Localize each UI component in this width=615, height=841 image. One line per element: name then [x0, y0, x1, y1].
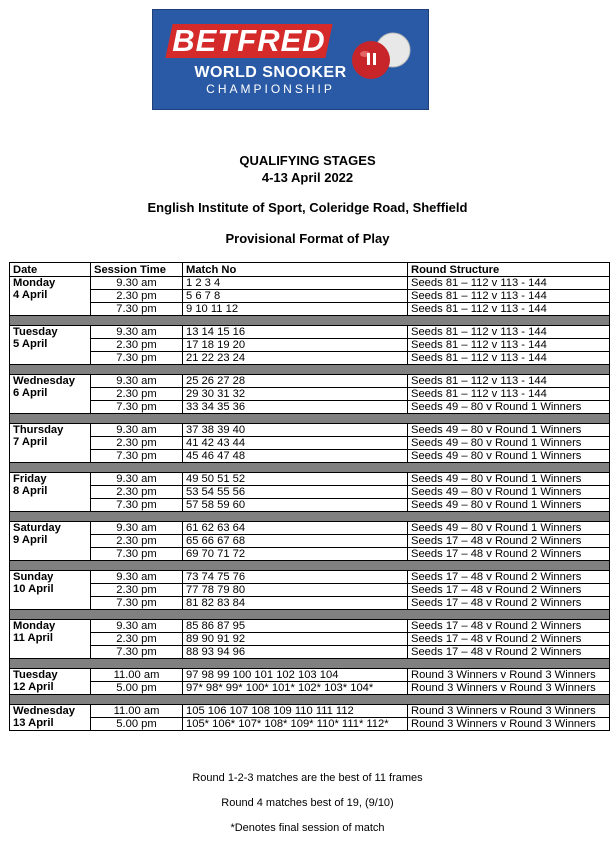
table-row [10, 339, 610, 352]
day-date: 10 April [13, 583, 54, 595]
day-date: 8 April [13, 485, 48, 497]
day-name: Friday [13, 473, 47, 485]
match-no-cell: 29 30 31 32 [183, 388, 408, 401]
match-no-cell: 69 70 71 72 [183, 548, 408, 561]
table-row [10, 486, 610, 499]
match-no-cell: 97 98 99 100 101 102 103 104 [183, 669, 408, 682]
date-cell [10, 669, 91, 695]
separator-row [10, 316, 610, 326]
table-row [10, 326, 610, 339]
column-header: Session Time [91, 263, 183, 277]
table-row [10, 290, 610, 303]
day-date: 12 April [13, 681, 54, 693]
date-cell [10, 326, 91, 365]
day-name: Tuesday [13, 326, 58, 338]
round-structure-cell: Seeds 49 – 80 v Round 1 Winners [408, 499, 610, 512]
round-structure-cell: Seeds 81 – 112 v 113 - 144 [408, 290, 610, 303]
session-time-cell: 2.30 pm [91, 633, 183, 646]
round-structure-cell: Seeds 49 – 80 v Round 1 Winners [408, 401, 610, 414]
separator-row [10, 561, 610, 571]
logo-line-championship: CHAMPIONSHIP [206, 82, 335, 96]
round-structure-cell: Seeds 49 – 80 v Round 1 Winners [408, 486, 610, 499]
day-date: 9 April [13, 534, 48, 546]
match-no-cell: 57 58 59 60 [183, 499, 408, 512]
round-structure-cell: Seeds 49 – 80 v Round 1 Winners [408, 437, 610, 450]
table-row [10, 450, 610, 463]
column-header: Round Structure [408, 263, 610, 277]
day-name: Wednesday [13, 375, 75, 387]
day-date: 6 April [13, 387, 48, 399]
day-name: Tuesday [13, 669, 58, 681]
match-no-cell: 88 93 94 96 [183, 646, 408, 659]
round-structure-cell: Seeds 81 – 112 v 113 - 144 [408, 303, 610, 316]
round-structure-cell: Seeds 81 – 112 v 113 - 144 [408, 388, 610, 401]
betfred-logo [152, 9, 429, 110]
session-time-cell: 7.30 pm [91, 548, 183, 561]
column-header: Match No [183, 263, 408, 277]
session-time-cell: 7.30 pm [91, 303, 183, 316]
session-time-cell: 2.30 pm [91, 535, 183, 548]
separator-cell [10, 463, 610, 473]
table-row [10, 277, 610, 290]
session-time-cell: 2.30 pm [91, 437, 183, 450]
match-no-cell: 45 46 47 48 [183, 450, 408, 463]
match-no-cell: 53 54 55 56 [183, 486, 408, 499]
match-no-cell: 17 18 19 20 [183, 339, 408, 352]
table-row [10, 633, 610, 646]
note-asterisk: *Denotes final session of match [230, 822, 385, 834]
subtitle: Provisional Format of Play [225, 231, 390, 246]
date-cell [10, 571, 91, 610]
logo-brand-text: BETFRED [172, 23, 326, 58]
match-no-cell: 81 82 83 84 [183, 597, 408, 610]
session-time-cell: 11.00 am [91, 669, 183, 682]
table-row [10, 571, 610, 584]
session-time-cell: 9.30 am [91, 326, 183, 339]
match-no-cell: 41 42 43 44 [183, 437, 408, 450]
day-date: 7 April [13, 436, 48, 448]
separator-cell [10, 695, 610, 705]
note-frames: Round 1-2-3 matches are the best of 11 frames [192, 772, 423, 784]
logo-line-world-snooker: WORLD SNOOKER [194, 64, 347, 81]
session-time-cell: 9.30 am [91, 277, 183, 290]
session-time-cell: 2.30 pm [91, 290, 183, 303]
match-no-cell: 73 74 75 76 [183, 571, 408, 584]
day-date: 13 April [13, 717, 54, 729]
separator-cell [10, 512, 610, 522]
day-name: Monday [13, 277, 56, 289]
table-row [10, 597, 610, 610]
separator-row [10, 414, 610, 424]
round-structure-cell: Seeds 17 – 48 v Round 2 Winners [408, 548, 610, 561]
note-round4: Round 4 matches best of 19, (9/10) [221, 797, 394, 809]
table-row [10, 352, 610, 365]
separator-cell [10, 365, 610, 375]
round-structure-cell: Seeds 17 – 48 v Round 2 Winners [408, 646, 610, 659]
session-time-cell: 5.00 pm [91, 718, 183, 731]
day-name: Sunday [13, 571, 54, 583]
round-structure-cell: Seeds 81 – 112 v 113 - 144 [408, 277, 610, 290]
session-time-cell: 7.30 pm [91, 646, 183, 659]
date-cell [10, 277, 91, 316]
session-time-cell: 2.30 pm [91, 388, 183, 401]
separator-cell [10, 659, 610, 669]
day-name: Monday [13, 620, 56, 632]
session-time-cell: 7.30 pm [91, 499, 183, 512]
session-time-cell: 9.30 am [91, 375, 183, 388]
date-cell [10, 375, 91, 414]
match-no-cell: 37 38 39 40 [183, 424, 408, 437]
table-row [10, 473, 610, 486]
round-structure-cell: Seeds 81 – 112 v 113 - 144 [408, 352, 610, 365]
separator-cell [10, 561, 610, 571]
round-structure-cell: Seeds 17 – 48 v Round 2 Winners [408, 584, 610, 597]
separator-cell [10, 414, 610, 424]
table-row [10, 499, 610, 512]
round-structure-cell: Round 3 Winners v Round 3 Winners [408, 705, 610, 718]
separator-row [10, 512, 610, 522]
table-row [10, 620, 610, 633]
match-no-cell: 89 90 91 92 [183, 633, 408, 646]
round-structure-cell: Seeds 49 – 80 v Round 1 Winners [408, 522, 610, 535]
day-date: 5 April [13, 338, 48, 350]
day-date: 4 April [13, 289, 48, 301]
session-time-cell: 5.00 pm [91, 682, 183, 695]
date-cell [10, 473, 91, 512]
table-row [10, 401, 610, 414]
session-time-cell: 9.30 am [91, 424, 183, 437]
table-row [10, 646, 610, 659]
session-time-cell: 2.30 pm [91, 584, 183, 597]
round-structure-cell: Seeds 49 – 80 v Round 1 Winners [408, 450, 610, 463]
round-structure-cell: Round 3 Winners v Round 3 Winners [408, 718, 610, 731]
table-row [10, 669, 610, 682]
match-no-cell: 61 62 63 64 [183, 522, 408, 535]
table-row [10, 548, 610, 561]
match-no-cell: 105 106 107 108 109 110 111 112 [183, 705, 408, 718]
session-time-cell: 7.30 pm [91, 401, 183, 414]
round-structure-cell: Seeds 17 – 48 v Round 2 Winners [408, 620, 610, 633]
session-time-cell: 9.30 am [91, 571, 183, 584]
round-structure-cell: Seeds 49 – 80 v Round 1 Winners [408, 473, 610, 486]
session-time-cell: 9.30 am [91, 522, 183, 535]
separator-cell [10, 610, 610, 620]
table-row [10, 375, 610, 388]
separator-row [10, 365, 610, 375]
date-range: 4-13 April 2022 [261, 170, 354, 185]
session-time-cell: 7.30 pm [91, 450, 183, 463]
match-no-cell: 13 14 15 16 [183, 326, 408, 339]
match-no-cell: 65 66 67 68 [183, 535, 408, 548]
date-cell [10, 522, 91, 561]
session-time-cell: 11.00 am [91, 705, 183, 718]
session-time-cell: 7.30 pm [91, 597, 183, 610]
round-structure-cell: Round 3 Winners v Round 3 Winners [408, 669, 610, 682]
session-time-cell: 9.30 am [91, 620, 183, 633]
table-row [10, 303, 610, 316]
date-cell [10, 424, 91, 463]
round-structure-cell: Seeds 17 – 48 v Round 2 Winners [408, 633, 610, 646]
table-row [10, 522, 610, 535]
separator-cell [10, 316, 610, 326]
table-row [10, 584, 610, 597]
match-no-cell: 77 78 79 80 [183, 584, 408, 597]
session-time-cell: 2.30 pm [91, 339, 183, 352]
table-row [10, 437, 610, 450]
round-structure-cell: Seeds 49 – 80 v Round 1 Winners [408, 424, 610, 437]
page-title: QUALIFYING STAGES [239, 153, 376, 168]
schedule-table [9, 262, 610, 731]
day-name: Saturday [13, 522, 61, 534]
table-row [10, 388, 610, 401]
day-name: Thursday [13, 424, 64, 436]
separator-row [10, 463, 610, 473]
match-no-cell: 1 2 3 4 [183, 277, 408, 290]
match-no-cell: 25 26 27 28 [183, 375, 408, 388]
match-no-cell: 85 86 87 95 [183, 620, 408, 633]
logo-brand-banner [165, 24, 332, 58]
table-row [10, 705, 610, 718]
venue: English Institute of Sport, Coleridge Road, Sheffield [147, 200, 468, 215]
match-no-cell: 33 34 35 36 [183, 401, 408, 414]
header-row [10, 263, 610, 277]
match-no-cell: 49 50 51 52 [183, 473, 408, 486]
table-row [10, 535, 610, 548]
day-date: 11 April [13, 632, 54, 644]
round-structure-cell: Seeds 81 – 112 v 113 - 144 [408, 375, 610, 388]
session-time-cell: 2.30 pm [91, 486, 183, 499]
round-structure-cell: Seeds 81 – 112 v 113 - 144 [408, 326, 610, 339]
session-time-cell: 9.30 am [91, 473, 183, 486]
match-no-cell: 97* 98* 99* 100* 101* 102* 103* 104* [183, 682, 408, 695]
match-no-cell: 9 10 11 12 [183, 303, 408, 316]
table-row [10, 424, 610, 437]
table-row [10, 682, 610, 695]
match-no-cell: 5 6 7 8 [183, 290, 408, 303]
match-no-cell: 21 22 23 24 [183, 352, 408, 365]
session-time-cell: 7.30 pm [91, 352, 183, 365]
round-structure-cell: Round 3 Winners v Round 3 Winners [408, 682, 610, 695]
schedule-body [10, 277, 610, 731]
separator-row [10, 659, 610, 669]
round-structure-cell: Seeds 17 – 48 v Round 2 Winners [408, 571, 610, 584]
separator-row [10, 610, 610, 620]
round-structure-cell: Seeds 17 – 48 v Round 2 Winners [408, 597, 610, 610]
round-structure-cell: Seeds 81 – 112 v 113 - 144 [408, 339, 610, 352]
date-cell [10, 620, 91, 659]
round-structure-cell: Seeds 17 – 48 v Round 2 Winners [408, 535, 610, 548]
date-cell [10, 705, 91, 731]
separator-row [10, 695, 610, 705]
table-row [10, 718, 610, 731]
match-no-cell: 105* 106* 107* 108* 109* 110* 111* 112* [183, 718, 408, 731]
column-header: Date [10, 263, 91, 277]
day-name: Wednesday [13, 705, 75, 717]
